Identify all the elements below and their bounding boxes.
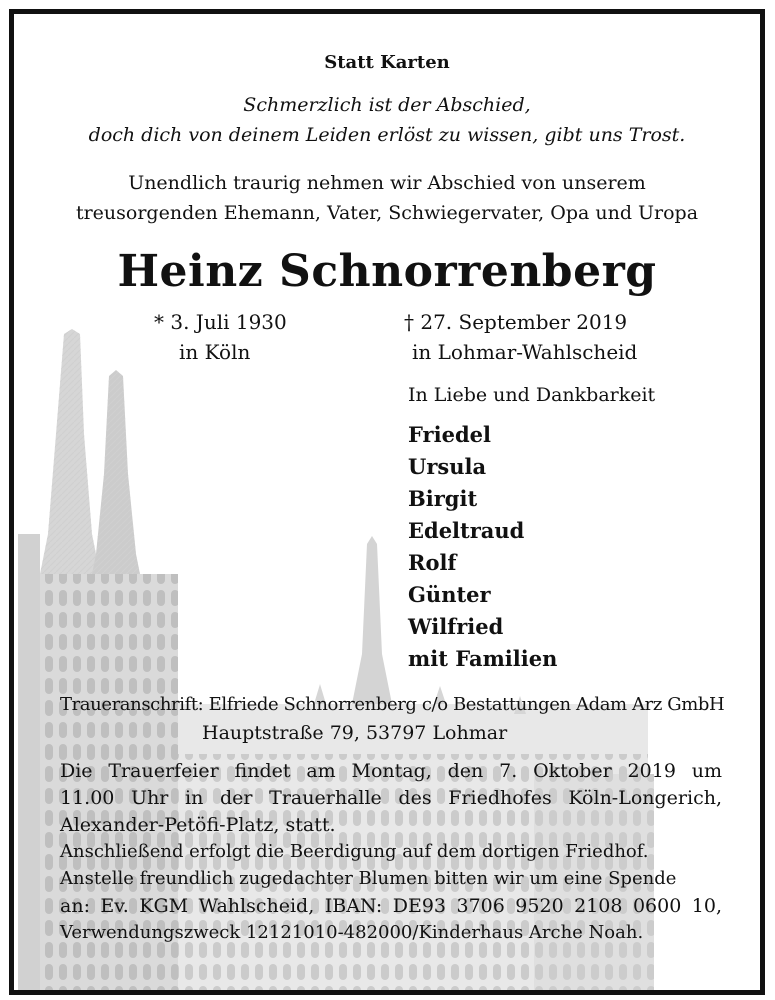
mourner-name: Ursula <box>408 454 487 479</box>
detail-line: Anschließend erfolgt die Beerdigung auf dem dortigen Friedhof. <box>60 841 649 862</box>
header: Statt Karten <box>324 52 450 73</box>
detail-line: Alexander-Petöfi-Platz, statt. <box>60 814 336 836</box>
mourner-name: Friedel <box>408 422 491 447</box>
motto-line-1: Schmerzlich ist der Abschied, <box>243 94 531 116</box>
intro-line-1: Unendlich traurig nehmen wir Abschied von unserem <box>128 172 646 194</box>
detail-line: 11.00 Uhr in der Trauerhalle des Friedhofes Köln-Longerich, <box>60 787 722 809</box>
detail-line: Verwendungszweck 12121010-482000/Kinderhaus Arche Noah. <box>60 922 644 943</box>
mourner-name: Edeltraud <box>408 518 525 543</box>
detail-line: an: Ev. KGM Wahlscheid, IBAN: DE93 3706 9520 2108 0600 10, <box>60 895 722 917</box>
obituary-card <box>9 9 765 995</box>
intro-line-2: treusorgenden Ehemann, Vater, Schwiegervater, Opa und Uropa <box>75 202 699 224</box>
mourner-families: mit Familien <box>408 646 558 671</box>
address-line-2: Hauptstraße 79, 53797 Lohmar <box>202 722 508 744</box>
mourner-name: Rolf <box>408 550 457 575</box>
deceased-name: Heinz Schnorrenberg <box>117 246 657 297</box>
death-date: † 27. September 2019 <box>404 310 628 334</box>
birth-place: in Köln <box>179 340 251 364</box>
mourner-name: Günter <box>408 582 491 607</box>
motto-line-2: doch dich von deinem Leiden erlöst zu wissen, gibt uns Trost. <box>88 124 686 146</box>
birth-date: * 3. Juli 1930 <box>154 310 287 334</box>
mourner-name: Wilfried <box>408 614 504 639</box>
mourner-name: Birgit <box>408 486 478 511</box>
death-place: in Lohmar-Wahlscheid <box>412 340 638 364</box>
detail-line: Anstelle freundlich zugedachter Blumen bitten wir um eine Spende <box>60 868 677 889</box>
detail-line: Die Trauerfeier findet am Montag, den 7. Oktober 2019 um <box>60 760 722 782</box>
address-line-1: Traueranschrift: Elfriede Schnorrenberg c/o Bestattungen Adam Arz GmbH <box>60 694 725 715</box>
thanks-line: In Liebe und Dankbarkeit <box>408 384 656 406</box>
